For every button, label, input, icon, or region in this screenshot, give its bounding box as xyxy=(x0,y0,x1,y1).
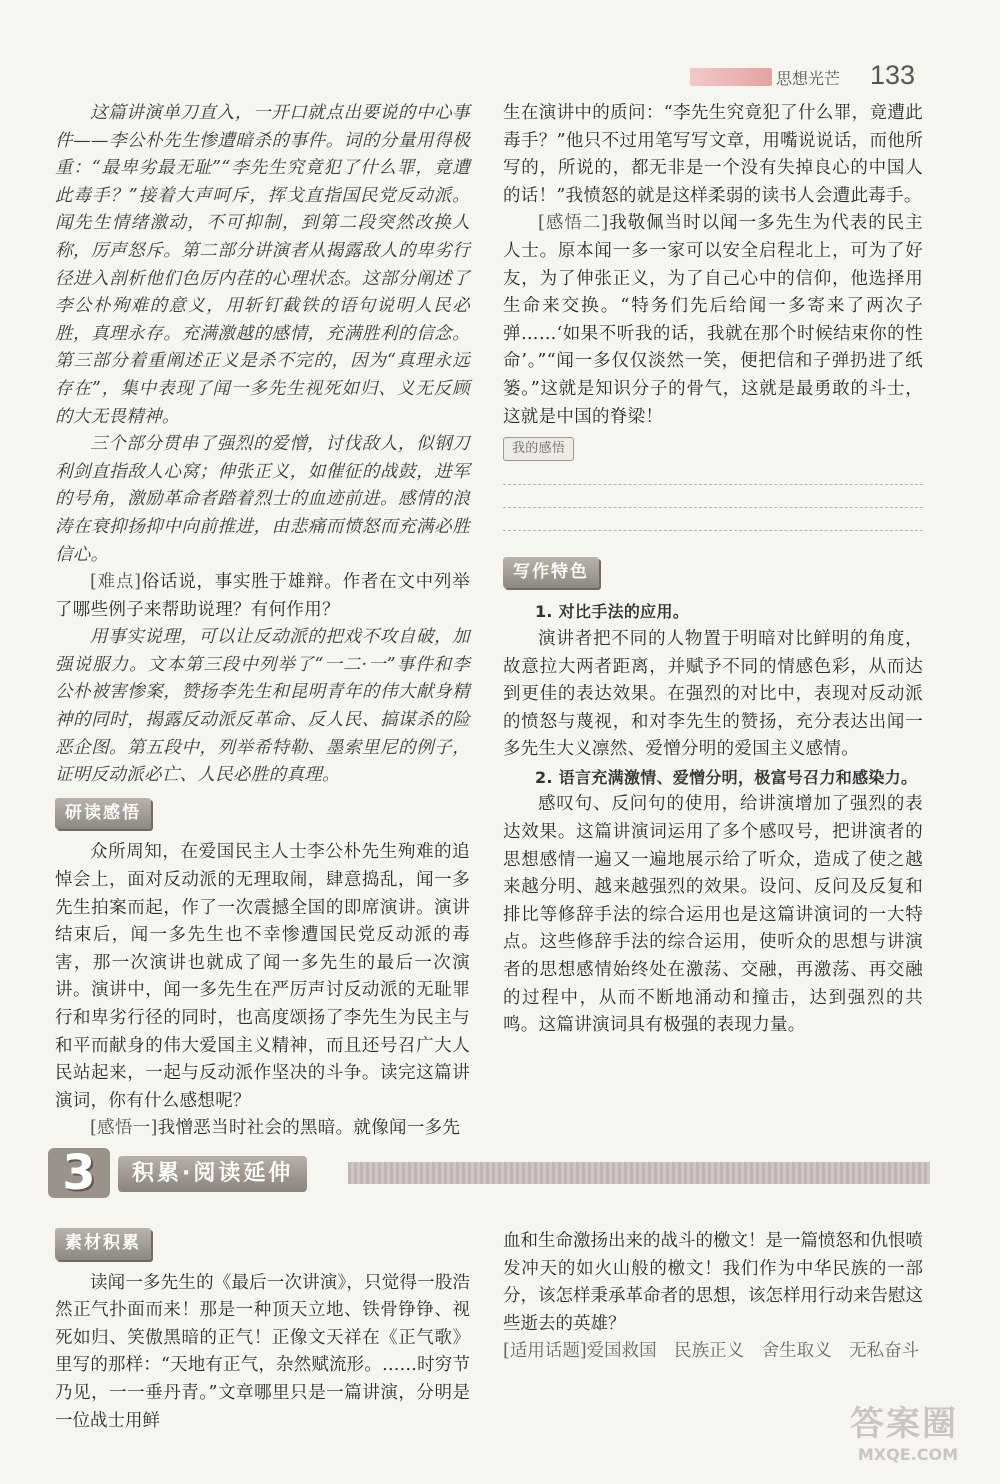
insight-1-label: [感悟一] xyxy=(90,1118,158,1139)
watermark-en: MXQE.COM xyxy=(857,1445,958,1464)
feature-point-2-text: 感叹句、反问句的使用，给讲演增加了强烈的表达效果。这篇讲演词运用了多个感叹号，把讲演者的思想感情一遍又一遍地展示给了听众，造成了使之越来越分明、越来越强烈的效果。设问、反问及反复和排比等修辞手法的综合运用也是这篇讲演词的一大特点。这些修辞手法的综合运用，使听众的思想与讲演者的思想感情始终处在激荡、交融，再激荡、再交融的过程中，从而不断地涌动和撞击，达到强烈的共鸣。这篇讲演词具有极强的表现力量。 xyxy=(503,794,923,1036)
topics-text: 爱国救国 民族正义 舍生取义 无私奋斗 xyxy=(586,1341,920,1362)
analysis-paragraph-1: 这篇讲演单刀直入，一开口就点出要说的中心事件——李公朴先生惨遭暗杀的事件。词的分量用得极重：“最卑劣最无耻”“李先生究竟犯了什么罪，竟遭此毒手？”接着大声呵斥，挥戈直指国民党反动派。闻先生情绪激动，不可抑制，到第二段突然改换人称，厉声怒斥。第二部分讲演者从揭露敌人的卑劣行径进入剖析他们色厉内荏的心理状态。这部分阐述了李公朴殉难的意义，用斩钉截铁的语句说明人民必胜，真理永存。充满激越的感情，充满胜利的信念。第三部分着重阐述正义是杀不完的，因为“真理永远存在”，集中表现了闻一多先生视死如归、义无反顾的大无畏精神。 xyxy=(55,103,470,427)
insight-1-text: 我憎恶当时社会的黑暗。就像闻一多先 xyxy=(157,1118,461,1139)
insight-2-label: [感悟二] xyxy=(538,213,609,234)
material-text-left: 读闻一多先生的《最后一次讲演》，只觉得一股浩然正气扑面而来！那是一种顶天立地、铁骨铮铮、视死如归、笑傲黑暗的正气！正像文天祥在《正气歌》里写的那样：“天地有正气，杂然赋流形。……时穷节乃见，一一垂丹青。”文章哪里只是一篇讲演，分明是一位战士用鲜 xyxy=(55,1272,470,1431)
difficulty-text: 俗话说，事实胜于雄辩。作者在文中列举了哪些例子来帮助说理？有何作用？ xyxy=(55,572,470,620)
applicable-topics xyxy=(503,1338,923,1366)
section-stripe-decoration xyxy=(348,1162,930,1184)
answer-line xyxy=(503,484,923,485)
difficulty-answer: 用事实说理，可以让反动派的把戏不攻自破，加强说服力。文本第三段中列举了“一二·一”事件和李公朴被害惨案，赞扬李先生和昆明青年的伟大献身精神的同时，揭露反动派反革命、反人民、搞谋杀的险恶企图。第五段中，列举希特勒、墨索里尼的例子，证明反动派必亡、人民必胜的真理。 xyxy=(55,627,470,786)
material-right xyxy=(503,1228,923,1366)
answer-line xyxy=(503,530,923,531)
watermark xyxy=(808,1396,958,1466)
material-text-right: 血和生命激扬出来的战斗的檄文！是一篇愤怒和仇恨喷发冲天的如火山般的檄文！我们作为中华民族的一部分，该怎样秉承革命者的思想，该怎样用行动来告慰这些逝去的英雄？ xyxy=(503,1231,923,1334)
page-header xyxy=(690,60,930,94)
topics-label: [适用话题] xyxy=(503,1341,587,1362)
section-3-banner xyxy=(48,1145,930,1201)
insight-2-text: 我敬佩当时以闻一多先生为代表的民主人士。原本闻一多一家可以安全启程北上，可为了好友，为了伸张正义，为了自己心中的信仰，他选择用生命来交换。“特务们先后给闻一多寄来了两次子弹……‘如果不听我的话，我就在那个时候结束你的性命’。”“闻一多仅仅淡然一笑，便把信和子弹扔进了纸篓。”这就是知识分子的骨气，这就是最勇敢的斗士，这就是中国的脊梁！ xyxy=(503,213,923,427)
insight-1-continued: 生在演讲中的质问：“李先生究竟犯了什么罪，竟遭此毒手？”他只不过用笔写写文章，用嘴说说话，而他所写的，所说的，都无非是一个没有失掉良心的中国人的话！”我愤怒的就是这样柔弱的读书人会遭此毒手。 xyxy=(503,103,923,206)
insight-2 xyxy=(503,210,923,431)
insight-1 xyxy=(55,1115,470,1143)
analysis-paragraph-2: 三个部分贯串了强烈的爱憎，讨伐敌人，似钢刀利剑直指敌人心窝；伸张正义，如催征的战鼓，进军的号角，激励革命者踏着烈士的血迹前进。感情的浪涛在衰抑扬抑中向前推进，由悲痛而愤怒而充满必胜信心。 xyxy=(55,434,470,565)
material-badge: 素材积累 xyxy=(55,1228,151,1260)
feature-point-1: 1. 对比手法的应用。 xyxy=(535,602,690,622)
difficulty-label: [难点] xyxy=(90,572,142,593)
feature-point-1-text: 演讲者把不同的人物置于明暗对比鲜明的角度，故意拉大两者距离，并赋予不同的情感色彩，从而达到更佳的表达效果。在强烈的对比中，表现对反动派的愤怒与蔑视，和对李先生的赞扬，充分表达出闻一多先生大义凛然、爱憎分明的爱国主义感情。 xyxy=(503,628,923,760)
watermark-cn: 答案圈 xyxy=(850,1404,958,1444)
difficulty-question xyxy=(55,569,470,624)
research-text: 众所周知，在爱国民主人士李公朴先生殉难的追悼会上，面对反动派的无理取闹，肆意捣乱，闻一多先生拍案而起，作了一次震撼全国的即席演讲。演讲结束后，闻一多先生也不幸惨遭国民党反动派的毒害，那一次演讲也就成了闻一多先生的最后一次演讲。演讲中，闻一多先生在严厉声讨反动派的无耻罪行和卑劣行径的同时，也高度颂扬了李先生为民主与和平而献身的伟大爱国主义精神，而且还号召广大人民站起来，一起与反动派作坚决的斗争。读完这篇讲演词，你有什么感想呢？ xyxy=(55,842,470,1111)
my-insight-label: 我的感悟 xyxy=(503,437,574,461)
header-color-bar xyxy=(690,68,772,86)
section-number: 3 xyxy=(48,1148,110,1198)
right-column xyxy=(503,100,923,1040)
section-title: 积累·阅读延伸 xyxy=(118,1156,307,1192)
answer-line xyxy=(503,507,923,508)
left-column xyxy=(55,100,470,1143)
writing-feature-badge: 写作特色 xyxy=(503,557,599,589)
material-left xyxy=(55,1228,470,1435)
header-section-title: 思想光芒 xyxy=(776,69,841,88)
page-number: 133 xyxy=(870,60,916,90)
research-badge: 研读感悟 xyxy=(55,798,151,830)
feature-point-2: 2. 语言充满激情、爱憎分明，极富号召力和感染力。 xyxy=(535,767,918,787)
